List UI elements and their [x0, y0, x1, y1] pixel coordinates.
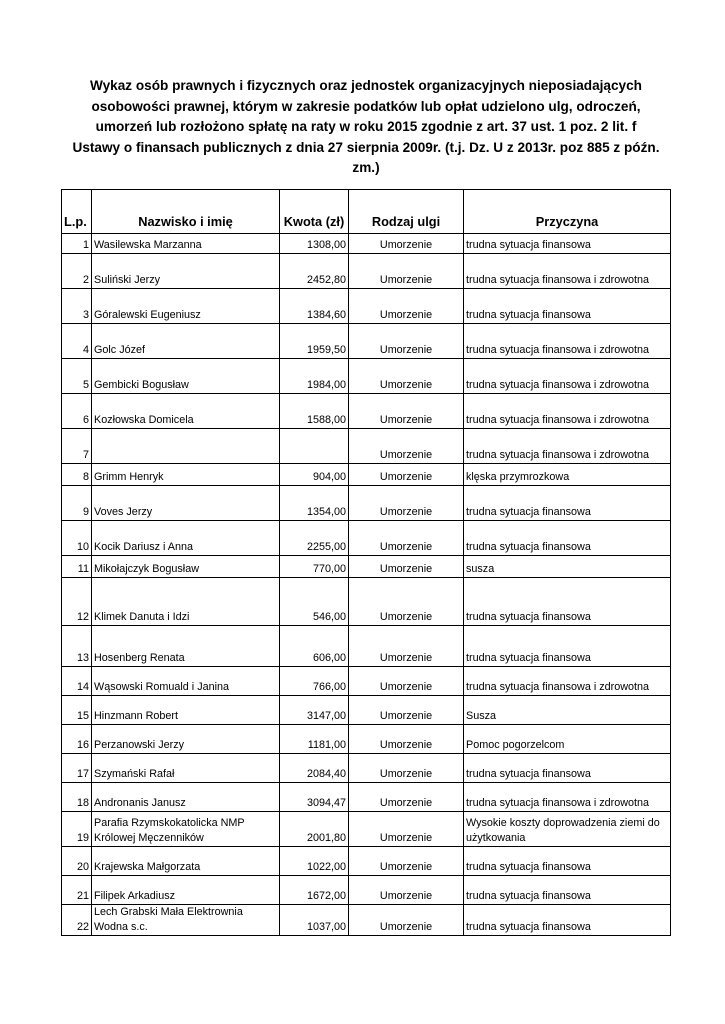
- row-number-cell: 14: [62, 667, 92, 696]
- amount-cell: 1354,00: [280, 486, 349, 521]
- table-row: [62, 905, 671, 936]
- row-number-cell: 10: [62, 521, 92, 556]
- relief-type-cell: Umorzenie: [349, 289, 464, 324]
- relief-type-cell: Umorzenie: [349, 359, 464, 394]
- table-row: [62, 812, 671, 847]
- table-row: [62, 847, 671, 876]
- person-name-cell: Krajewska Małgorzata: [92, 847, 280, 876]
- amount-cell: [280, 429, 349, 464]
- row-number-cell: 5: [62, 359, 92, 394]
- relief-table: [61, 189, 671, 936]
- reason-cell: trudna sytuacja finansowa i zdrowotna: [464, 667, 671, 696]
- row-number-cell: 3: [62, 289, 92, 324]
- person-name-cell: Klimek Danuta i Idzi: [92, 578, 280, 626]
- relief-type-cell: Umorzenie: [349, 486, 464, 521]
- person-name-cell: Grimm Henryk: [92, 464, 280, 486]
- row-number-cell: 13: [62, 626, 92, 667]
- person-name-cell: Andronanis Janusz: [92, 783, 280, 812]
- reason-cell: trudna sytuacja finansowa: [464, 847, 671, 876]
- amount-cell: 1588,00: [280, 394, 349, 429]
- header-name: Nazwisko i imię: [92, 190, 280, 234]
- amount-cell: 904,00: [280, 464, 349, 486]
- row-number-cell: 6: [62, 394, 92, 429]
- row-number-cell: 11: [62, 556, 92, 578]
- amount-cell: 546,00: [280, 578, 349, 626]
- table-row: [62, 696, 671, 725]
- row-number-cell: 19: [62, 812, 92, 847]
- reason-cell: trudna sytuacja finansowa: [464, 486, 671, 521]
- person-name-cell: Parafia Rzymskokatolicka NMP Królowej Męczenników: [92, 812, 280, 847]
- table-header-row: [62, 190, 671, 234]
- reason-cell: trudna sytuacja finansowa: [464, 626, 671, 667]
- relief-type-cell: Umorzenie: [349, 234, 464, 254]
- person-name-cell: Kozłowska Domicela: [92, 394, 280, 429]
- table-row: [62, 626, 671, 667]
- table-body: [62, 234, 671, 936]
- table-row: [62, 521, 671, 556]
- relief-type-cell: Umorzenie: [349, 521, 464, 556]
- header-amount: Kwota (zł): [280, 190, 349, 234]
- relief-type-cell: Umorzenie: [349, 905, 464, 936]
- row-number-cell: 12: [62, 578, 92, 626]
- amount-cell: 1022,00: [280, 847, 349, 876]
- relief-type-cell: Umorzenie: [349, 725, 464, 754]
- amount-cell: 606,00: [280, 626, 349, 667]
- reason-cell: trudna sytuacja finansowa: [464, 234, 671, 254]
- reason-cell: trudna sytuacja finansowa: [464, 289, 671, 324]
- table-row: [62, 667, 671, 696]
- relief-type-cell: Umorzenie: [349, 667, 464, 696]
- person-name-cell: [92, 429, 280, 464]
- row-number-cell: 20: [62, 847, 92, 876]
- header-type: Rodzaj ulgi: [349, 190, 464, 234]
- reason-cell: trudna sytuacja finansowa: [464, 521, 671, 556]
- header-reason: Przyczyna: [464, 190, 671, 234]
- relief-type-cell: Umorzenie: [349, 324, 464, 359]
- amount-cell: 770,00: [280, 556, 349, 578]
- person-name-cell: Hosenberg Renata: [92, 626, 280, 667]
- amount-cell: 1672,00: [280, 876, 349, 905]
- row-number-cell: 8: [62, 464, 92, 486]
- table-row: [62, 725, 671, 754]
- reason-cell: trudna sytuacja finansowa i zdrowotna: [464, 324, 671, 359]
- reason-cell: trudna sytuacja finansowa: [464, 876, 671, 905]
- reason-cell: trudna sytuacja finansowa: [464, 754, 671, 783]
- table-row: [62, 324, 671, 359]
- amount-cell: 1181,00: [280, 725, 349, 754]
- person-name-cell: Szymański Rafał: [92, 754, 280, 783]
- amount-cell: 3147,00: [280, 696, 349, 725]
- row-number-cell: 16: [62, 725, 92, 754]
- relief-type-cell: Umorzenie: [349, 876, 464, 905]
- relief-type-cell: Umorzenie: [349, 696, 464, 725]
- reason-cell: Wysokie koszty doprowadzenia ziemi do użytkowania: [464, 812, 671, 847]
- amount-cell: 2084,40: [280, 754, 349, 783]
- relief-type-cell: Umorzenie: [349, 626, 464, 667]
- table-row: [62, 234, 671, 254]
- row-number-cell: 21: [62, 876, 92, 905]
- person-name-cell: Góralewski Eugeniusz: [92, 289, 280, 324]
- relief-type-cell: Umorzenie: [349, 783, 464, 812]
- relief-type-cell: Umorzenie: [349, 812, 464, 847]
- relief-type-cell: Umorzenie: [349, 464, 464, 486]
- person-name-cell: Perzanowski Jerzy: [92, 725, 280, 754]
- reason-cell: Susza: [464, 696, 671, 725]
- person-name-cell: Suliński Jerzy: [92, 254, 280, 289]
- table-row: [62, 429, 671, 464]
- row-number-cell: 9: [62, 486, 92, 521]
- reason-cell: trudna sytuacja finansowa i zdrowotna: [464, 429, 671, 464]
- reason-cell: klęska przymrozkowa: [464, 464, 671, 486]
- amount-cell: 3094,47: [280, 783, 349, 812]
- reason-cell: trudna sytuacja finansowa: [464, 905, 671, 936]
- relief-type-cell: Umorzenie: [349, 254, 464, 289]
- table-row: [62, 254, 671, 289]
- person-name-cell: Voves Jerzy: [92, 486, 280, 521]
- amount-cell: 1959,50: [280, 324, 349, 359]
- person-name-cell: Golc Józef: [92, 324, 280, 359]
- person-name-cell: Gembicki Bogusław: [92, 359, 280, 394]
- reason-cell: susza: [464, 556, 671, 578]
- reason-cell: trudna sytuacja finansowa i zdrowotna: [464, 783, 671, 812]
- document-title: Wykaz osób prawnych i fizycznych oraz jednostek organizacyjnych nieposiadających osobowości prawnej, którym w zakresie podatków lub opłat udzielono ulg, odroczeń, umorzeń lub rozłożono spłatę na raty w roku 2015 zgodnie z art. 37 ust. 1 poz. 2 lit. f Ustawy o finansach publicznych z dnia 27 sierpnia 2009r. (t.j. Dz. U z 2013r. poz 885 z późn. zm.): [72, 78, 660, 175]
- relief-type-cell: Umorzenie: [349, 847, 464, 876]
- row-number-cell: 18: [62, 783, 92, 812]
- reason-cell: trudna sytuacja finansowa i zdrowotna: [464, 359, 671, 394]
- row-number-cell: 7: [62, 429, 92, 464]
- amount-cell: 1308,00: [280, 234, 349, 254]
- row-number-cell: 4: [62, 324, 92, 359]
- amount-cell: 766,00: [280, 667, 349, 696]
- person-name-cell: Filipek Arkadiusz: [92, 876, 280, 905]
- amount-cell: 1984,00: [280, 359, 349, 394]
- person-name-cell: Hinzmann Robert: [92, 696, 280, 725]
- table-row: [62, 289, 671, 324]
- table-row: [62, 783, 671, 812]
- amount-cell: 2452,80: [280, 254, 349, 289]
- reason-cell: trudna sytuacja finansowa i zdrowotna: [464, 254, 671, 289]
- person-name-cell: Kocik Dariusz i Anna: [92, 521, 280, 556]
- relief-type-cell: Umorzenie: [349, 578, 464, 626]
- amount-cell: 2255,00: [280, 521, 349, 556]
- amount-cell: 2001,80: [280, 812, 349, 847]
- table-row: [62, 578, 671, 626]
- table-row: [62, 359, 671, 394]
- person-name-cell: Mikołajczyk Bogusław: [92, 556, 280, 578]
- relief-type-cell: Umorzenie: [349, 429, 464, 464]
- relief-type-cell: Umorzenie: [349, 556, 464, 578]
- person-name-cell: Wąsowski Romuald i Janina: [92, 667, 280, 696]
- reason-cell: Pomoc pogorzelcom: [464, 725, 671, 754]
- table-row: [62, 464, 671, 486]
- reason-cell: trudna sytuacja finansowa i zdrowotna: [464, 394, 671, 429]
- row-number-cell: 22: [62, 905, 92, 936]
- reason-cell: trudna sytuacja finansowa: [464, 578, 671, 626]
- table-row: [62, 556, 671, 578]
- header-lp: L.p.: [62, 190, 92, 234]
- relief-type-cell: Umorzenie: [349, 754, 464, 783]
- row-number-cell: 2: [62, 254, 92, 289]
- table-row: [62, 754, 671, 783]
- amount-cell: 1037,00: [280, 905, 349, 936]
- table-row: [62, 486, 671, 521]
- row-number-cell: 17: [62, 754, 92, 783]
- table-row: [62, 394, 671, 429]
- row-number-cell: 15: [62, 696, 92, 725]
- amount-cell: 1384,60: [280, 289, 349, 324]
- person-name-cell: Lech Grabski Mała Elektrownia Wodna s.c.: [92, 905, 280, 936]
- relief-type-cell: Umorzenie: [349, 394, 464, 429]
- table-row: [62, 876, 671, 905]
- row-number-cell: 1: [62, 234, 92, 254]
- person-name-cell: Wasilewska Marzanna: [92, 234, 280, 254]
